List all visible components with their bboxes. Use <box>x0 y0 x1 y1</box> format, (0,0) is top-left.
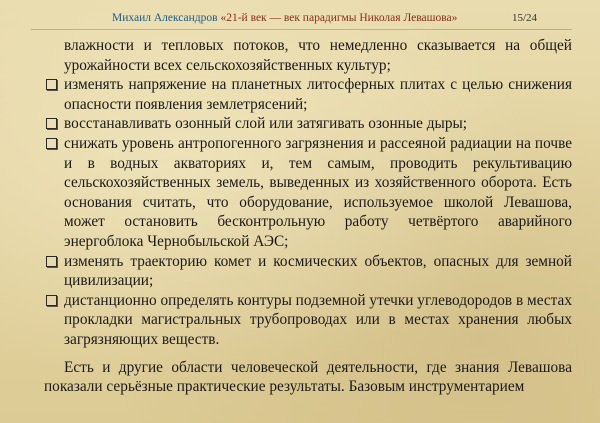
list-item-text: изменять траекторию комет и космических объектов, опасных для земной цивилизации; <box>64 252 572 290</box>
list-item <box>44 134 572 252</box>
header-author: Михаил Александров <box>112 12 221 24</box>
final-paragraph: Есть и другие области человеческой деятельности, где знания Левашова показали серьёзные практические результаты. Базовым инструментарием <box>44 358 572 396</box>
checkbox-bullet-icon <box>46 256 57 267</box>
header-divider <box>31 29 572 30</box>
page-number: 15/24 <box>512 12 538 24</box>
list-item <box>44 75 572 114</box>
list-item <box>44 252 572 291</box>
checkbox-bullet-icon <box>46 138 57 149</box>
list-item-text: изменять напряжение на планетных литосферных плитах с целью снижения опасности появления землетрясений; <box>64 76 572 113</box>
continuation-paragraph: влажности и тепловых потоков, что немедленно сказывается на общей урожайности всех сельскохозяйственных культур; <box>64 37 572 74</box>
checkbox-bullet-icon <box>46 295 57 306</box>
list-item <box>44 114 572 134</box>
checkbox-bullet-icon <box>46 79 57 90</box>
list-item <box>44 291 572 350</box>
list-item-text: снижать уровень антропогенного загрязнения и рассеяной радиации на почве и в водных акваториях и, тем самым, проводить рекультивацию сельскохозяйственных земель, выведенных из хозяйственного оборота. Есть основания считать, что оборудование, используемое школой Левашова, может остановить бесконтрольную работу четвёртого аварийного энергоблока Чернобыльской АЭС; <box>64 134 572 250</box>
list-item-text: дистанционно определять контуры подземной утечки углеводородов в местах прокладки магистральных трубопроводах или в местах хранения любых загрязняющих веществ. <box>64 291 572 348</box>
header-book-title: «21-й век — век парадигмы Николая Левашова» <box>220 12 458 24</box>
checkbox-bullet-icon <box>46 118 57 129</box>
page-header <box>0 8 600 28</box>
document-body <box>44 36 572 397</box>
header-title <box>112 12 457 24</box>
list-item-text: восстанавливать озонный слой или затягивать озонные дыры; <box>64 115 467 133</box>
